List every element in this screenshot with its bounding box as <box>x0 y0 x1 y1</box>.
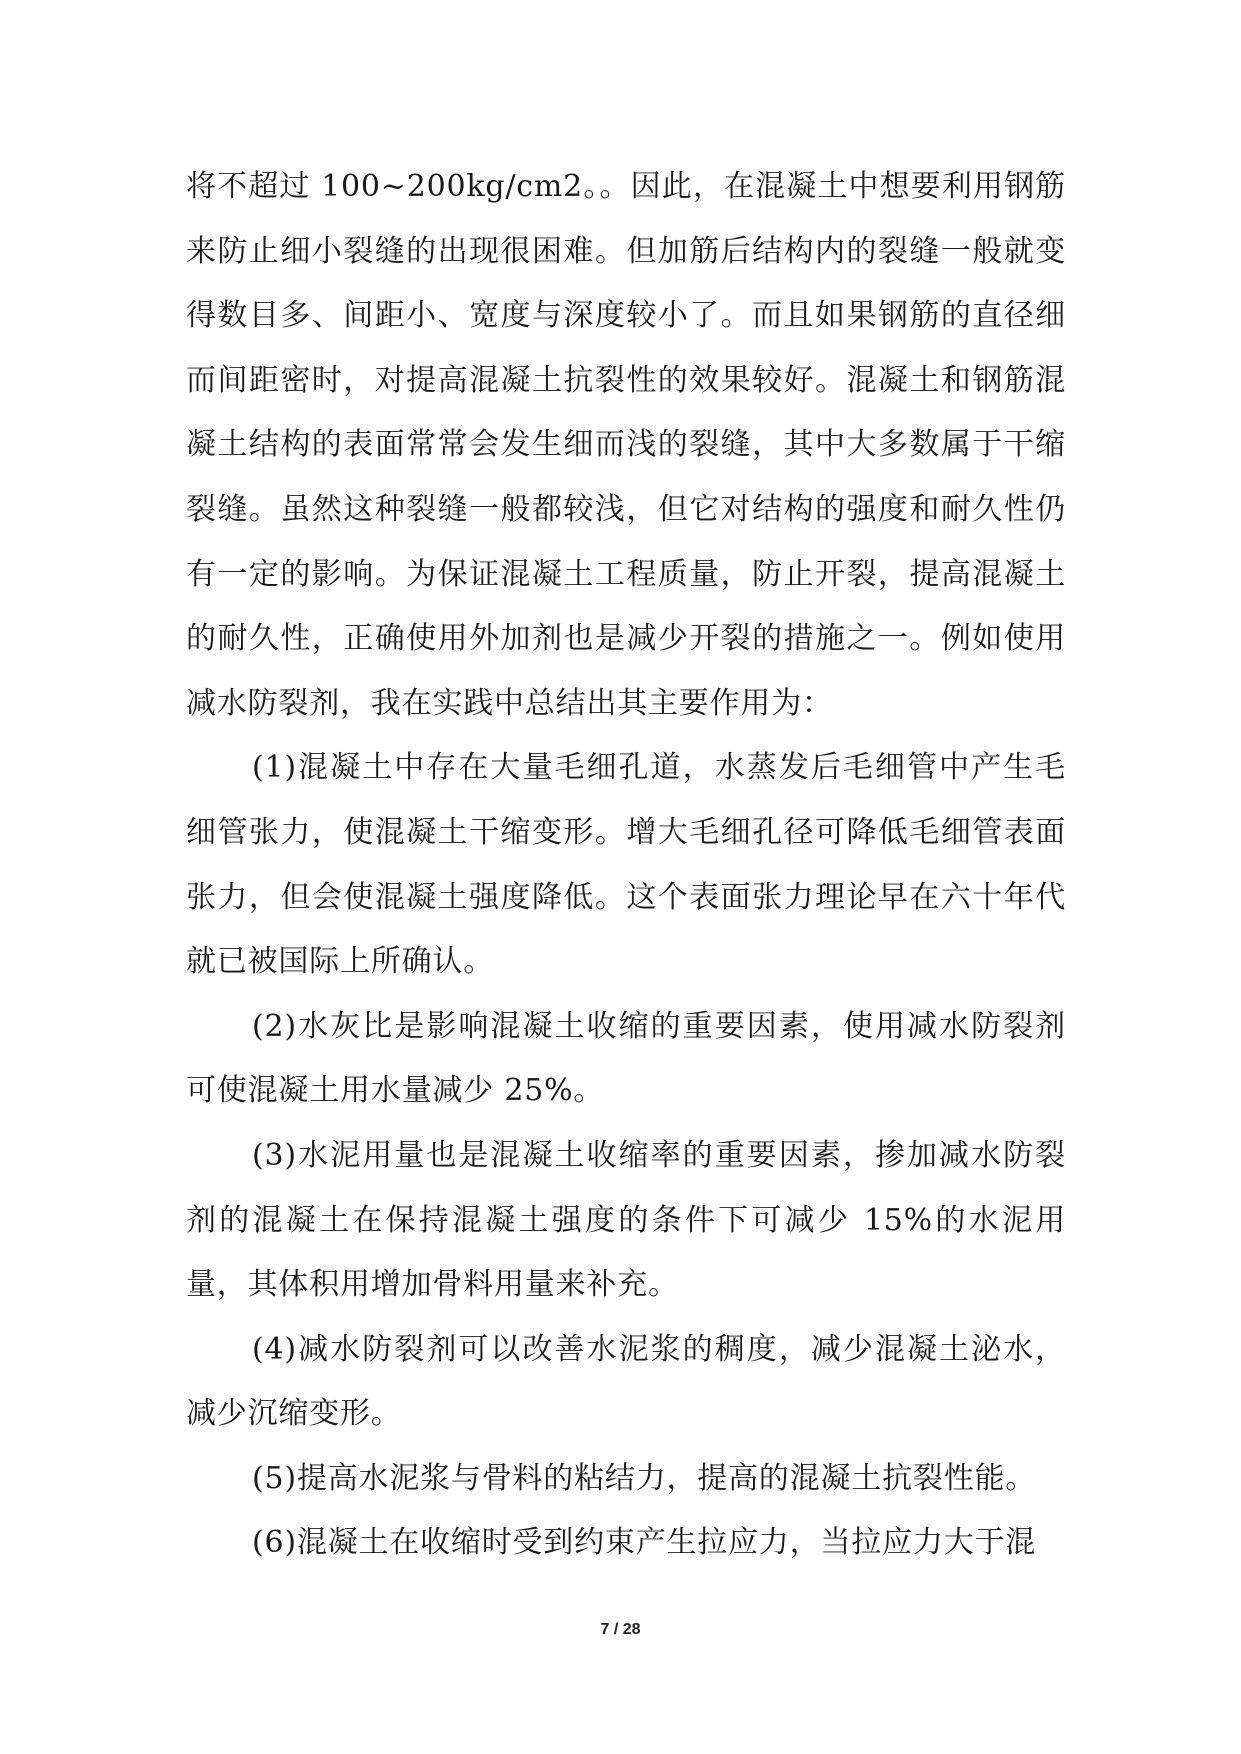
body-paragraph: (2)水灰比是影响混凝土收缩的重要因素，使用减水防裂剂可使混凝土用水量减少 25%。 <box>186 1008 1066 1109</box>
body-paragraph: (1)混凝土中存在大量毛细孔道，水蒸发后毛细管中产生毛细管张力，使混凝土干缩变形。增大毛细孔径可降低毛细管表面张力，但会使混凝土强度降低。这个表面张力理论早在六十年代就已被国际上所确认。 <box>186 750 1066 980</box>
body-paragraph: (3)水泥用量也是混凝土收缩率的重要因素，掺加减水防裂剂的混凝土在保持混凝土强度的条件下可减少 15%的水泥用量，其体积用增加骨料用量来补充。 <box>186 1137 1066 1303</box>
document-body <box>186 155 1066 1576</box>
body-paragraph: 将不超过 100~200kg/cm2。。因此，在混凝土中想要利用钢筋来防止细小裂缝的出现很困难。但加筋后结构内的裂缝一般就变得数目多、间距小、宽度与深度较小了。而且如果钢筋的直径细而间距密时，对提高混凝土抗裂性的效果较好。混凝土和钢筋混凝土结构的表面常常会发生细而浅的裂缝，其中大多数属于干缩裂缝。虽然这种裂缝一般都较浅，但它对结构的强度和耐久性仍有一定的影响。为保证混凝土工程质量，防止开裂，提高混凝土的耐久性，正确使用外加剂也是减少开裂的措施之一。例如使用减水防裂剂，我在实践中总结出其主要作用为： <box>186 169 1066 721</box>
body-paragraph: (5)提高水泥浆与骨料的粘结力，提高的混凝土抗裂性能。 <box>252 1460 1037 1496</box>
body-paragraph: (4)减水防裂剂可以改善水泥浆的稠度，减少混凝土泌水，减少沉缩变形。 <box>186 1331 1066 1432</box>
page-number: 7 / 28 <box>600 1621 641 1638</box>
body-paragraph: (6)混凝土在收缩时受到约束产生拉应力，当拉应力大于混 <box>252 1525 1037 1561</box>
